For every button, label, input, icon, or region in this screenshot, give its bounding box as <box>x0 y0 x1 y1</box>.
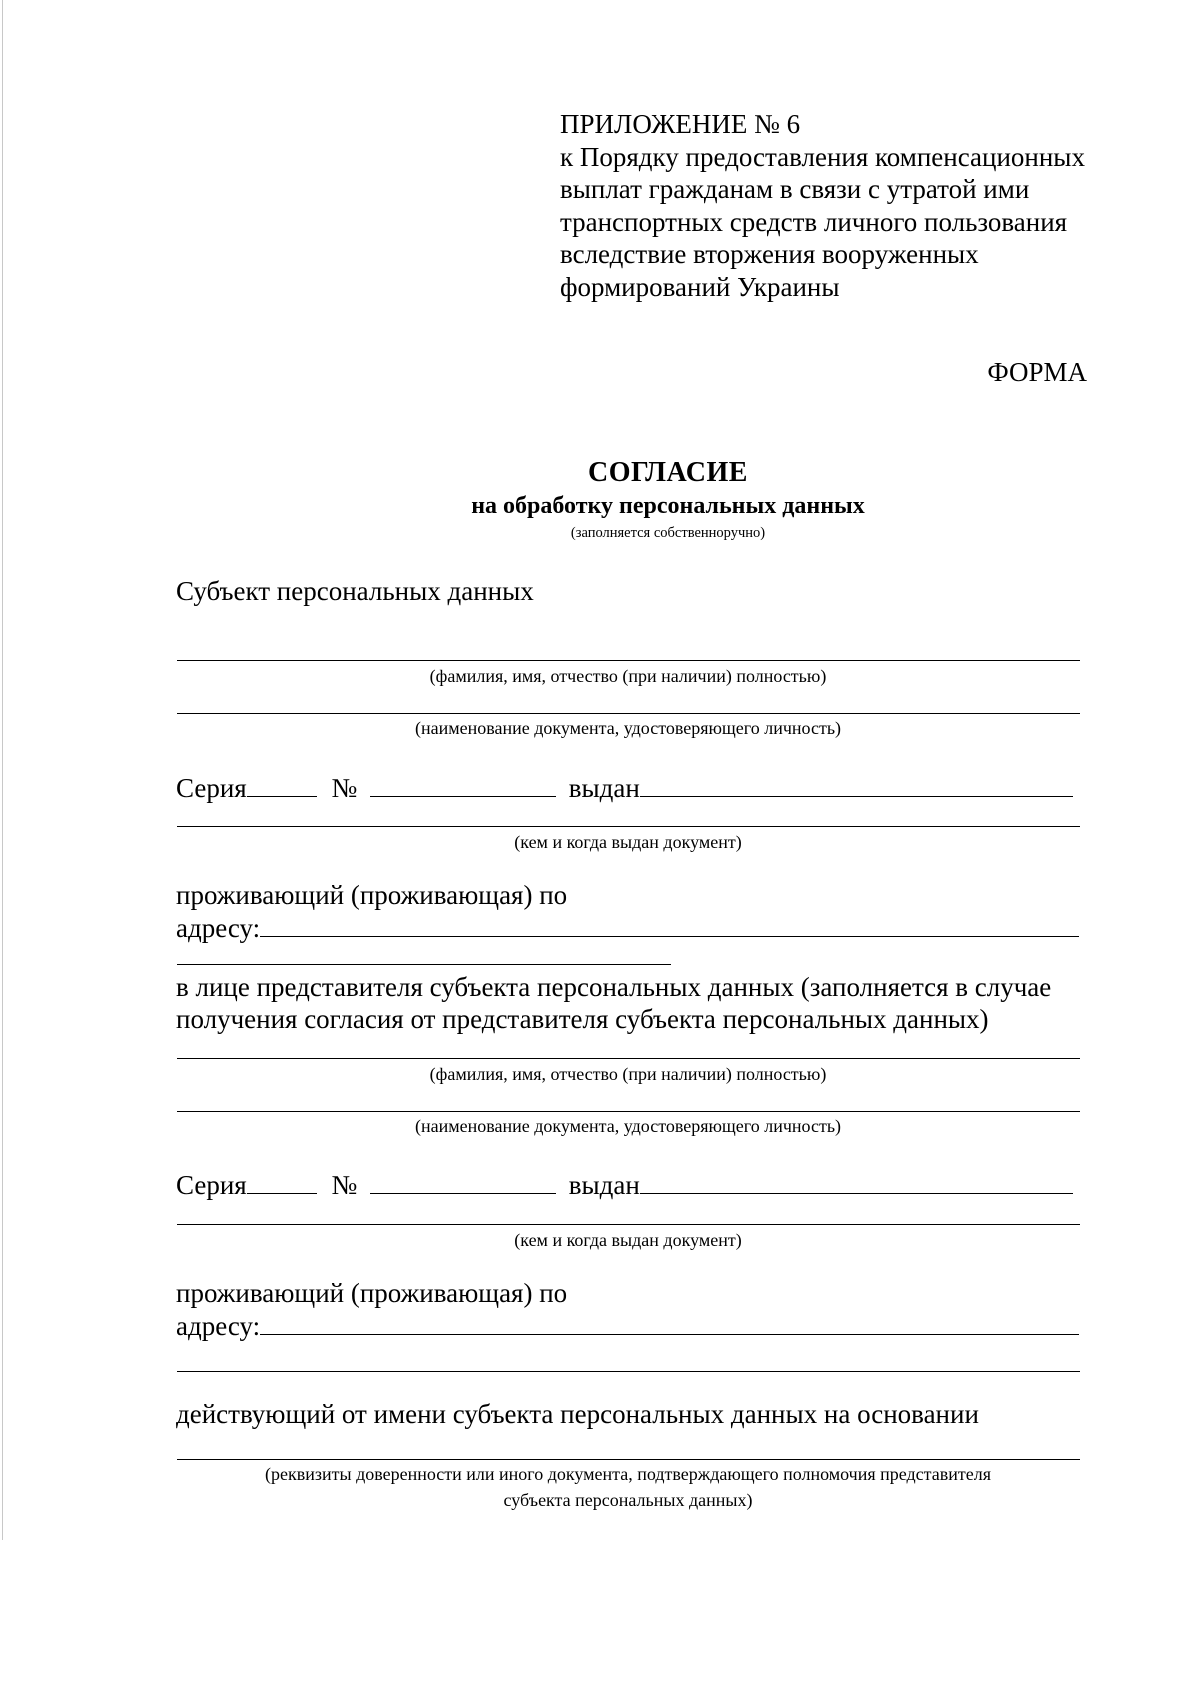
fill-note: (заполняется собственноручно) <box>570 525 766 541</box>
rep-basis-hint-line2: субъекта персональных данных) <box>503 1490 753 1510</box>
appendix-header <box>560 108 1085 303</box>
appendix-line: выплат гражданам в связи с утратой ими <box>560 174 1030 204</box>
appendix-line: формирований Украины <box>560 271 840 302</box>
appendix-line: вследствие вторжения вооруженных <box>560 239 979 269</box>
rep-address-continuation-field[interactable] <box>177 1371 1080 1372</box>
subject-address-row <box>176 912 1079 944</box>
address-field[interactable] <box>260 912 1079 937</box>
issued-label: выдан <box>568 773 640 803</box>
issued-field[interactable] <box>640 1169 1073 1194</box>
rep-series-row <box>176 1169 1073 1201</box>
issued-label: выдан <box>568 1170 640 1200</box>
series-field[interactable] <box>247 772 317 797</box>
address-field[interactable] <box>260 1310 1079 1335</box>
appendix-line: транспортных средств личного пользования <box>560 206 1068 237</box>
rep-issued-by-field[interactable] <box>177 1224 1080 1225</box>
rep-fio-hint: (фамилия, имя, отчество (при наличии) полностью) <box>429 1064 827 1084</box>
subject-fio-hint: (фамилия, имя, отчество (при наличии) полностью) <box>429 666 827 686</box>
rep-doc-hint: (наименование документа, удостоверяющего личность) <box>414 1116 842 1136</box>
scan-edge <box>2 0 3 1540</box>
rep-basis-hint-line1: (реквизиты доверенности или иного документа, подтверждающего полномочия представителя <box>265 1464 991 1484</box>
address-label: адресу: <box>176 1311 261 1341</box>
appendix-number: ПРИЛОЖЕНИЕ № 6 <box>560 109 801 139</box>
number-label: № <box>331 773 358 803</box>
representative-intro-line1: в лице представителя субъекта персональных данных (заполняется в случае <box>176 972 1052 1002</box>
series-label: Серия <box>176 1170 247 1200</box>
form-label: ФОРМА <box>987 357 1087 387</box>
subject-series-row <box>176 772 1073 804</box>
rep-acting-label: действующий от имени субъекта персональных данных на основании <box>176 1399 979 1429</box>
document-title: СОГЛАСИЕ <box>588 457 748 488</box>
subject-doc-field[interactable] <box>177 713 1080 714</box>
rep-basis-field[interactable] <box>177 1459 1080 1460</box>
number-field[interactable] <box>370 1169 556 1194</box>
rep-fio-field[interactable] <box>177 1058 1080 1059</box>
series-field[interactable] <box>247 1169 317 1194</box>
subject-address-continuation-field[interactable] <box>177 964 671 965</box>
subject-fio-field[interactable] <box>177 660 1080 661</box>
subject-issued-by-field[interactable] <box>177 826 1080 827</box>
subject-residing-label: проживающий (проживающая) по <box>176 880 568 910</box>
subject-heading: Субъект персональных данных <box>176 576 534 606</box>
number-label: № <box>331 1170 358 1200</box>
representative-intro-line2: получения согласия от представителя субъекта персональных данных) <box>176 1004 989 1034</box>
rep-doc-field[interactable] <box>177 1111 1080 1112</box>
number-field[interactable] <box>370 772 556 797</box>
series-label: Серия <box>176 773 247 803</box>
rep-residing-label: проживающий (проживающая) по <box>176 1278 568 1308</box>
issued-field[interactable] <box>640 772 1073 797</box>
document-subtitle: на обработку персональных данных <box>471 493 865 519</box>
address-label: адресу: <box>176 913 261 943</box>
subject-doc-hint: (наименование документа, удостоверяющего личность) <box>414 718 842 738</box>
subject-issued-hint: (кем и когда выдан документ) <box>514 832 742 852</box>
appendix-line: к Порядку предоставления компенсационных <box>560 141 1085 172</box>
rep-issued-hint: (кем и когда выдан документ) <box>514 1230 742 1250</box>
rep-address-row <box>176 1310 1079 1342</box>
